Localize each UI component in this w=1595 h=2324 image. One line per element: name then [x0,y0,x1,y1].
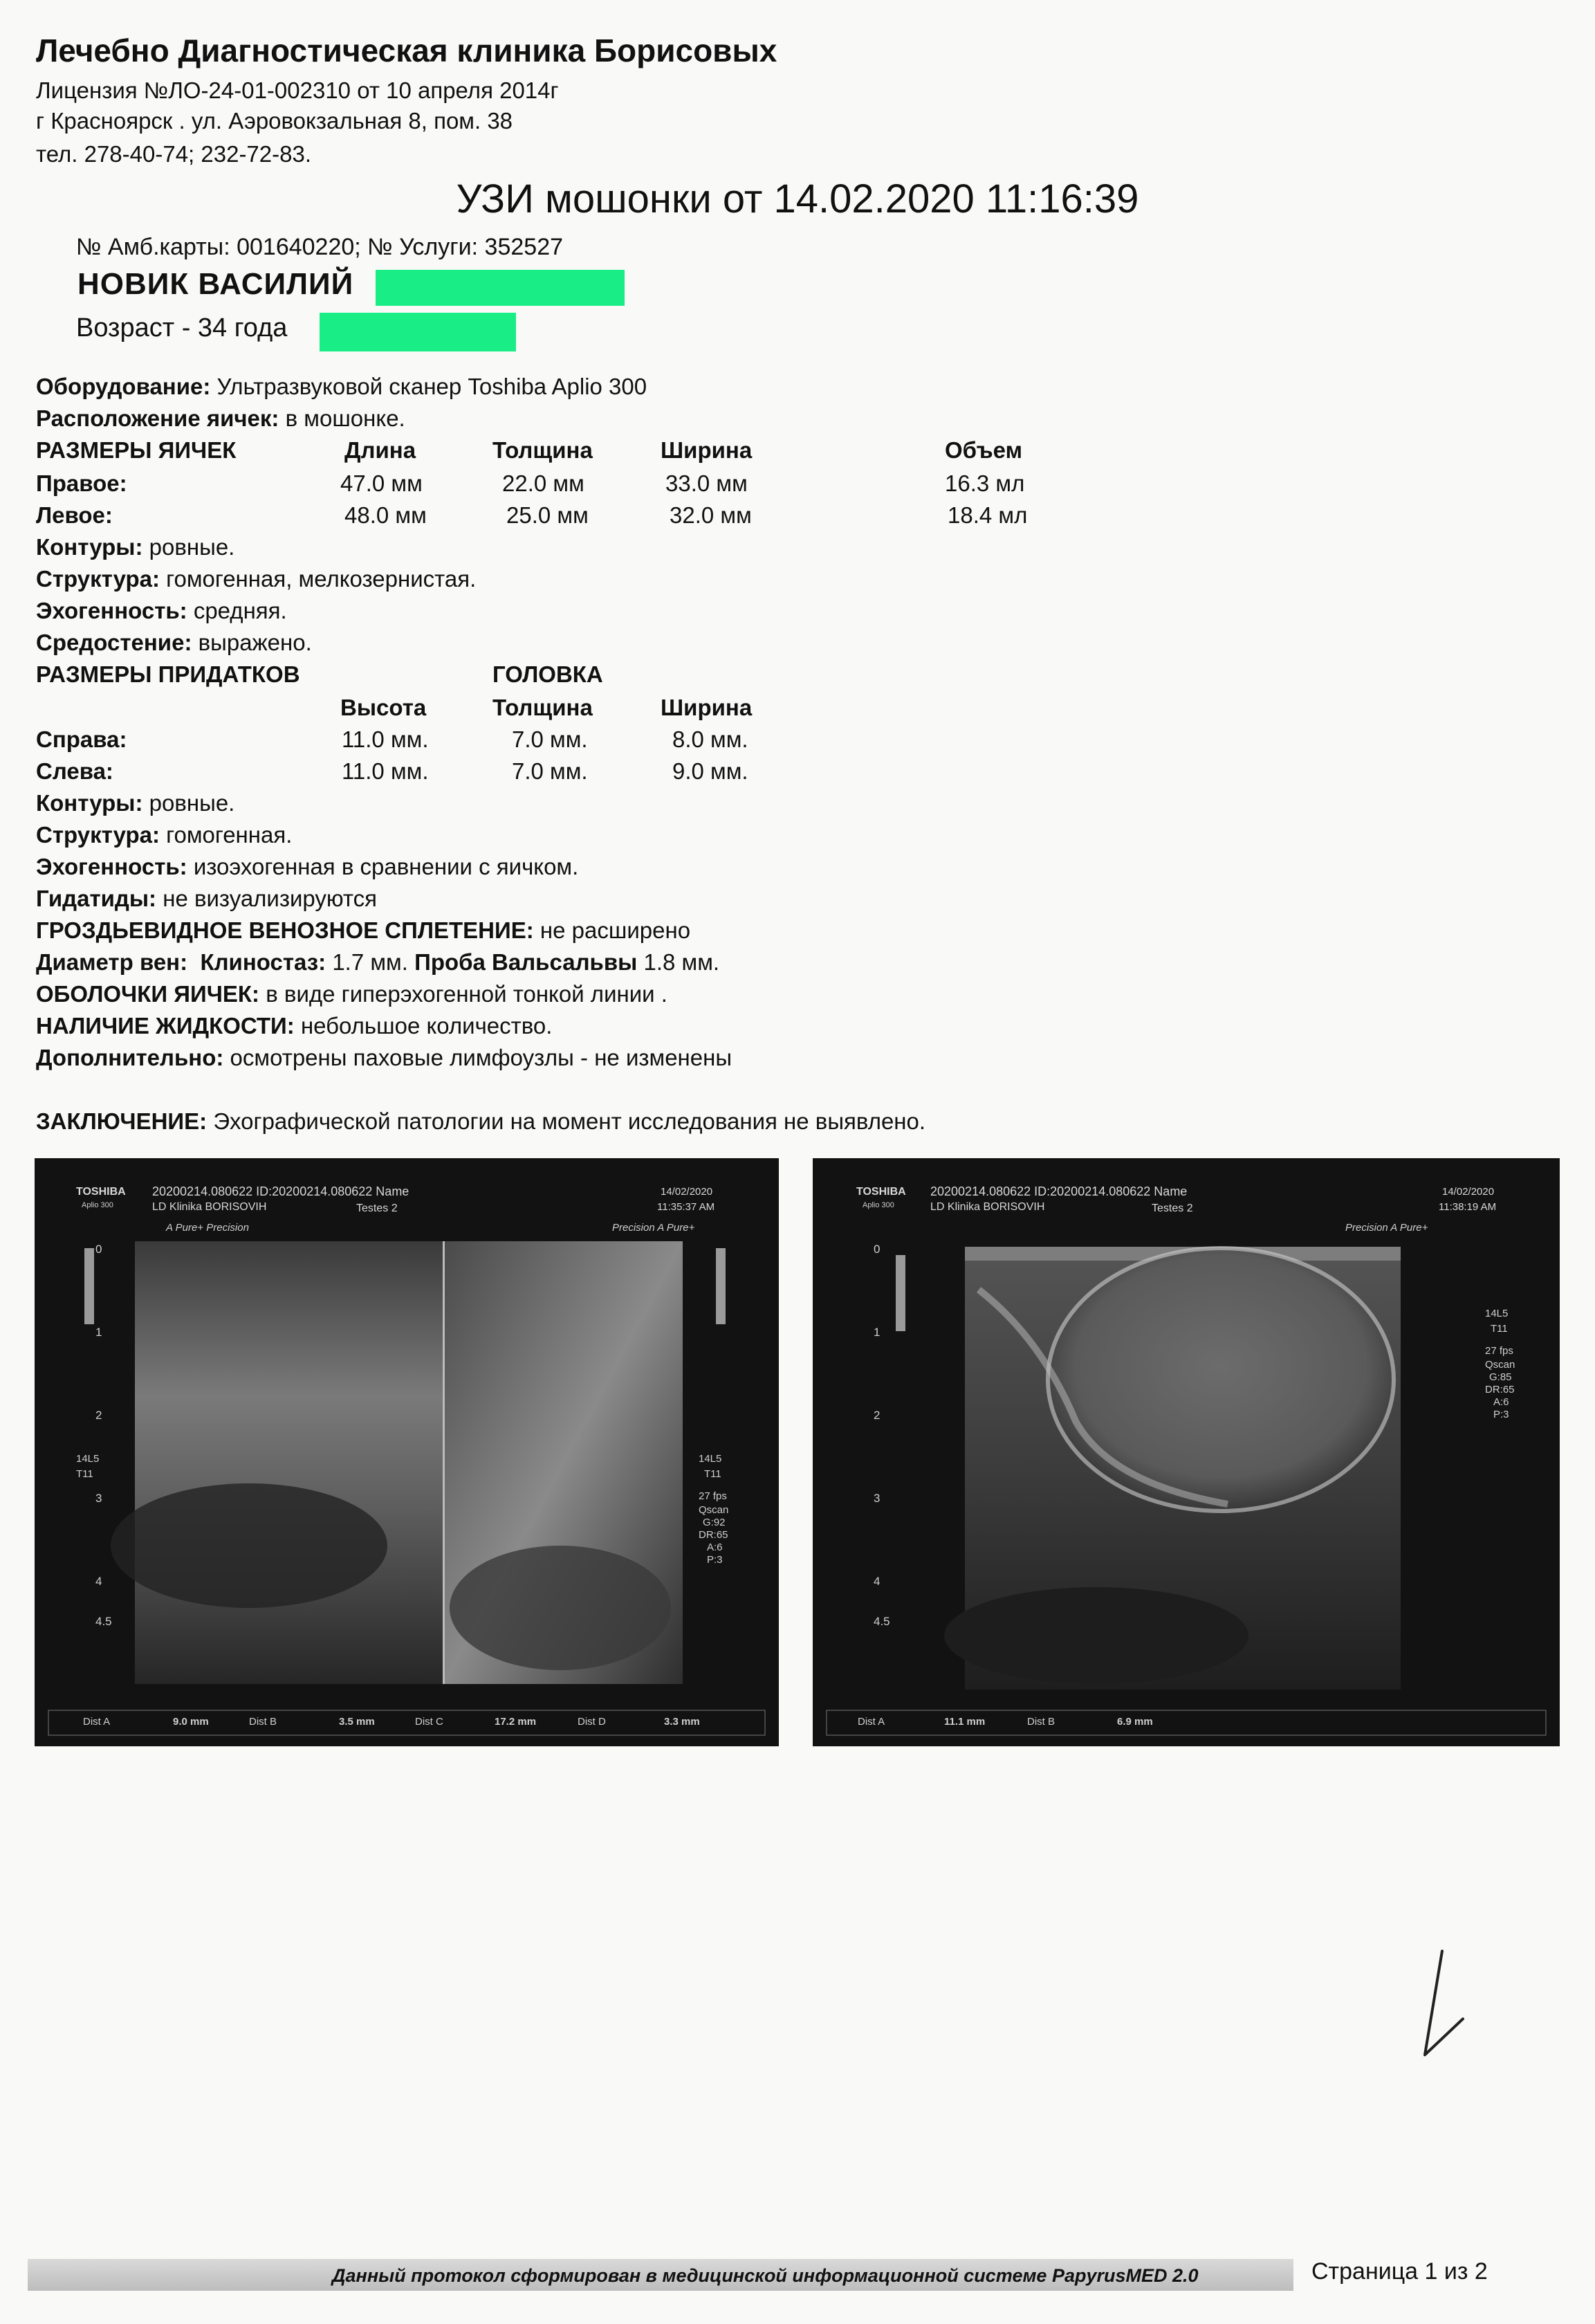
testes-col-volume: Объем [945,437,1023,463]
us2-dist-a-value: 11.1 mm [944,1716,986,1728]
fluid-row: НАЛИЧИЕ ЖИДКОСТИ: небольшое количество. [36,1013,553,1039]
phones-line: тел. 278-40-74; 232-72-83. [36,141,311,167]
epi-left-height: 11.0 мм. [342,758,429,784]
page-title: УЗИ мошонки от 14.02.2020 11:16:39 [456,176,1139,221]
us2-param-a: A:6 [1493,1396,1509,1408]
mediastinum-row: Средостение: выражено. [36,630,312,655]
testes-left-thickness: 25.0 мм [506,502,589,528]
us1-dist-d-value: 3.3 mm [664,1716,700,1728]
us2-date: 14/02/2020 [1442,1186,1495,1198]
us2-clinic: LD Klinika BORISOVIH [930,1201,1045,1213]
equipment-row: Оборудование: Ультразвуковой сканер Toshiba Aplio 300 [36,374,647,399]
us1-date: 14/02/2020 [661,1186,713,1198]
epi-left-thickness: 7.0 мм. [512,758,588,784]
redaction-surname [376,270,625,306]
us1-dist-a-label: Dist A [83,1716,111,1728]
us1-param-t-r: T11 [704,1468,721,1480]
testes-structure-row: Структура: гомогенная, мелкозернистая. [36,566,477,592]
testes-right-volume: 16.3 мл [945,470,1025,496]
us2-model: Aplio 300 [863,1201,894,1209]
us1-id-line: 20200214.080622 ID:20200214.080622 Name [152,1184,409,1198]
testes-heading: РАЗМЕРЫ ЯИЧЕК [36,437,237,463]
us1-dist-a-value: 9.0 mm [173,1716,209,1728]
extra-row: Дополнительно: осмотрены паховые лимфоузлы - не изменены [36,1045,732,1070]
us2-id-line: 20200214.080622 ID:20200214.080622 Name [930,1184,1188,1198]
testes-echo-row: Эхогенность: средняя. [36,598,287,623]
testes-right-length: 47.0 мм [340,470,423,496]
us1-scan-area [35,1158,779,1746]
location-row: Расположение яичек: в мошонке. [36,405,405,431]
us2-brand: TOSHIBA [856,1186,906,1198]
testes-row-left-label: Левое: [36,502,113,528]
epi-echo-row: Эхогенность: изоэхогенная в сравнении с яичком. [36,854,579,879]
us1-param-fps: 27 fps [699,1490,727,1502]
epi-group-head: ГОЛОВКА [492,661,603,687]
us2-param-probe: 14L5 [1485,1308,1509,1319]
veins-row: Диаметр вен: Клиностаз: 1.7 мм. Проба Вальсальвы 1.8 мм. [36,949,720,975]
us1-param-gain: G:92 [703,1517,726,1528]
epi-row-right-label: Справа: [36,726,127,752]
testes-col-thickness: Толщина [492,437,593,463]
us2-depth-1: 1 [874,1326,881,1339]
epi-contours-row: Контуры: ровные. [36,790,235,816]
us2-param-p: P:3 [1493,1409,1509,1420]
us1-dist-b-label: Dist B [249,1716,277,1728]
us1-clinic: LD Klinika BORISOVIH [152,1201,267,1213]
us2-time: 11:38:19 AM [1439,1201,1497,1213]
epi-right-thickness: 7.0 мм. [512,726,588,752]
us1-modes-left: A Pure+ Precision [166,1222,249,1234]
card-line: № Амб.карты: 001640220; № Услуги: 352527 [76,234,564,260]
testes-col-length: Длина [344,437,416,463]
testes-left-length: 48.0 мм [344,502,427,528]
us1-param-t: T11 [76,1468,93,1480]
us1-brand: TOSHIBA [76,1186,126,1198]
epi-heading: РАЗМЕРЫ ПРИДАТКОВ [36,661,300,687]
hydatids-row: Гидатиды: не визуализируются [36,886,378,911]
us2-param-gain: G:85 [1489,1371,1512,1383]
us2-param-fps: 27 fps [1485,1345,1513,1357]
testes-left-volume: 18.4 мл [948,502,1028,528]
us2-modes-right: Precision A Pure+ [1345,1222,1428,1234]
us2-dist-b-label: Dist B [1027,1716,1055,1728]
us1-param-a: A:6 [707,1541,723,1553]
epi-structure-row: Структура: гомогенная. [36,822,293,848]
us2-depth-45: 4.5 [874,1615,890,1628]
license-line: Лицензия №ЛО-24-01-002310 от 10 апреля 2014г [36,77,559,103]
us1-time: 11:35:37 AM [657,1201,715,1213]
epi-col-width: Ширина [661,695,753,720]
us1-dist-b-value: 3.5 mm [339,1716,375,1728]
footer-system: Данный протокол сформирован в медицинской информационной системе PapyrusMED 2.0 [332,2265,1199,2286]
clinic-name: Лечебно Диагностическая клиника Борисовых [36,33,777,68]
us2-dist-b-value: 6.9 mm [1117,1716,1153,1728]
redaction-birthdate [320,313,516,351]
testes-right-width: 33.0 мм [665,470,748,496]
us2-exam: Testes 2 [1152,1202,1193,1214]
epi-left-width: 9.0 мм. [672,758,748,784]
us1-exam: Testes 2 [356,1202,398,1214]
us2-param-dr: DR:65 [1485,1384,1515,1396]
testes-contours-row: Контуры: ровные. [36,534,235,560]
patient-name: НОВИК ВАСИЛИЙ [77,267,354,301]
conclusion-row: ЗАКЛЮЧЕНИЕ: Эхографической патологии на момент исследования не выявлено. [36,1108,926,1134]
handwritten-checkmark [1390,1937,1473,2076]
us1-depth-2: 2 [95,1409,102,1422]
us1-modes-right: Precision A Pure+ [612,1222,695,1234]
testes-left-width: 32.0 мм [670,502,752,528]
us2-depth-3: 3 [874,1492,881,1505]
us1-dist-c-label: Dist C [415,1716,443,1728]
address-line: г Красноярск . ул. Аэровокзальная 8, пом. 38 [36,108,513,134]
testes-col-width: Ширина [661,437,753,463]
epi-right-height: 11.0 мм. [342,726,429,752]
us2-param-qscan: Qscan [1485,1359,1515,1371]
us2-param-t: T11 [1491,1323,1508,1335]
us1-param-qscan: Qscan [699,1504,729,1516]
epi-right-width: 8.0 мм. [672,726,748,752]
us2-scan-area [813,1158,1560,1746]
ultrasound-image-2 [813,1158,1560,1746]
plexus-row: ГРОЗДЬЕВИДНОЕ ВЕНОЗНОЕ СПЛЕТЕНИЕ: не расширено [36,917,691,943]
us1-param-probe: 14L5 [76,1453,100,1465]
us1-model: Aplio 300 [82,1201,113,1209]
ultrasound-image-1 [35,1158,779,1746]
epi-row-left-label: Слева: [36,758,113,784]
us2-depth-0: 0 [874,1243,881,1256]
page-number: Страница 1 из 2 [1311,2258,1488,2285]
testes-row-right-label: Правое: [36,470,127,496]
epi-col-thickness: Толщина [492,695,593,720]
us1-dist-d-label: Dist D [578,1716,606,1728]
us1-depth-4: 4 [95,1575,102,1588]
us1-depth-3: 3 [95,1492,102,1505]
patient-age: Возраст - 34 года [76,313,288,342]
us1-dist-c-value: 17.2 mm [495,1716,537,1728]
us1-param-probe-r: 14L5 [699,1453,722,1465]
us2-depth-4: 4 [874,1575,881,1588]
us1-depth-0: 0 [95,1243,102,1256]
us1-param-p: P:3 [707,1554,723,1566]
epi-col-height: Высота [340,695,427,720]
us1-depth-45: 4.5 [95,1615,112,1628]
us2-depth-2: 2 [874,1409,881,1422]
us2-dist-a-label: Dist A [858,1716,885,1728]
us1-depth-1: 1 [95,1326,102,1339]
testes-right-thickness: 22.0 мм [502,470,584,496]
us1-param-dr: DR:65 [699,1529,728,1541]
membranes-row: ОБОЛОЧКИ ЯИЧЕК: в виде гиперэхогенной тонкой линии . [36,981,667,1007]
